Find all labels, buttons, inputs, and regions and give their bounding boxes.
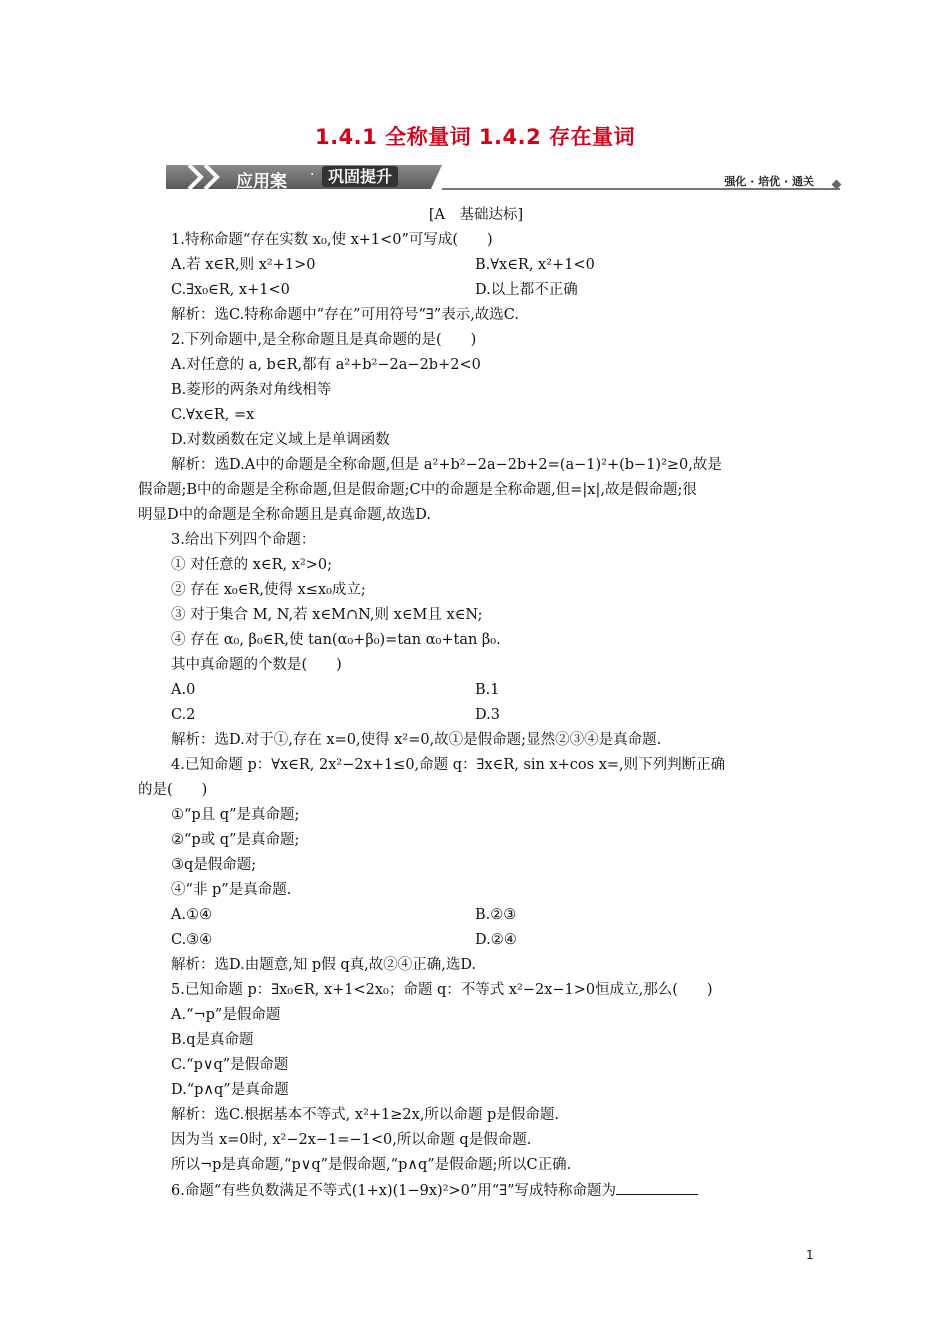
question-1-analysis: 解析：选C.特称命题中“存在”可用符号“∃”表示,故选C.	[171, 307, 519, 323]
option-d: D.对数函数在定义域上是单调函数	[171, 432, 390, 448]
option-b: B.∀x∈R, x²+1<0	[475, 257, 595, 273]
proposition-item: ④“非 p”是真命题.	[171, 882, 292, 898]
question-1-options-row	[138, 278, 814, 303]
question-3-question: 其中真命题的个数是( )	[171, 657, 342, 673]
question-5-analysis: 解析：选C.根据基本不等式, x²+1≥2x,所以命题 p是假命题.	[171, 1107, 559, 1123]
option-a: A.0	[171, 682, 196, 698]
proposition-item: ③q是假命题;	[171, 857, 257, 873]
question-5-analysis: 因为当 x=0时, x²−2x−1=−1<0,所以命题 q是假命题.	[171, 1132, 532, 1148]
question-3-options-row	[138, 703, 814, 728]
question-4-stem-cont: 的是( )	[138, 782, 208, 798]
question-4-stem: 4.已知命题 p：∀x∈R, 2x²−2x+1≤0,命题 q：∃x∈R, sin x+cos x=,则下列判断正确	[171, 757, 726, 773]
proposition-item: ① 对任意的 x∈R, x²>0;	[171, 557, 333, 573]
option-c: C.∀x∈R, =x	[171, 407, 255, 423]
option-c: C.2	[171, 707, 196, 723]
section-header: [A 基础达标]	[428, 207, 524, 223]
proposition-item: ②“p或 q”是真命题;	[171, 832, 300, 848]
option-b: B.q是真命题	[171, 1032, 254, 1048]
question-2-analysis: 解析：选D.A中的命题是全称命题,但是 a²+b²−2a−2b+2=(a−1)²+(b−1)²≥0,故是	[171, 457, 722, 473]
banner-label-highlight: 巩固提升	[322, 166, 398, 187]
chevron-right-icon	[202, 163, 220, 191]
option-c: C.∃x₀∈R, x+1<0	[171, 282, 290, 298]
question-5-analysis: 所以¬p是真命题,“p∨q”是假命题,“p∧q”是假命题;所以C正确.	[171, 1157, 572, 1173]
banner-label-right: 强化 · 培优 · 通关	[724, 175, 814, 188]
option-a: A.①④	[171, 907, 213, 923]
page-number: 1	[806, 1248, 814, 1262]
section-banner	[166, 161, 842, 193]
question-6-text: 6.命题“有些负数满足不等式(1+x)(1−9x)²>0”用“∃”写成特称命题为	[171, 1183, 616, 1199]
option-d: D.以上都不正确	[475, 282, 578, 298]
question-3-options-row	[138, 678, 814, 703]
question-5-stem: 5.已知命题 p：∃x₀∈R, x+1<2x₀；命题 q：不等式 x²−2x−1>0恒成立,那么( )	[171, 982, 713, 998]
question-4-analysis: 解析：选D.由题意,知 p假 q真,故②④正确,选D.	[171, 957, 477, 973]
question-2-stem: 2.下列命题中,是全称命题且是真命题的是( )	[171, 332, 477, 348]
question-6-stem	[138, 1178, 814, 1203]
option-c: C.“p∨q”是假命题	[171, 1057, 289, 1073]
option-a: A.对任意的 a, b∈R,都有 a²+b²−2a−2b+2<0	[171, 357, 481, 373]
option-b: B.菱形的两条对角线相等	[171, 382, 332, 398]
proposition-item: ④ 存在 α₀, β₀∈R,使 tan(α₀+β₀)=tan α₀+tan β₀.	[171, 632, 501, 648]
question-1-stem: 1.特称命题“存在实数 x₀,使 x+1<0”可写成( )	[171, 232, 493, 248]
page-title: 1.4.1 全称量词 1.4.2 存在量词	[314, 125, 635, 149]
question-1-options-row	[138, 253, 814, 278]
option-d: D.②④	[475, 932, 517, 948]
proposition-item: ③ 对于集合 M, N,若 x∈M∩N,则 x∈M且 x∈N;	[171, 607, 483, 623]
question-3-stem: 3.给出下列四个命题：	[171, 532, 316, 548]
question-4-options-row	[138, 903, 814, 928]
banner-separator: ·	[310, 167, 315, 183]
document-body	[138, 203, 814, 1203]
question-3-analysis: 解析：选D.对于①,存在 x=0,使得 x²=0,故①是假命题;显然②③④是真命题.	[171, 732, 662, 748]
question-2-analysis-cont: 明显D中的命题是全称命题且是真命题,故选D.	[138, 507, 431, 523]
banner-label-left: 应用案	[236, 172, 287, 192]
question-2-analysis-cont: 假命题;B中的命题是全称命题,但是假命题;C中的命题是全称命题,但=|x|,故是假命题;很	[138, 482, 697, 498]
option-d: D.“p∧q”是真命题	[171, 1082, 289, 1098]
option-a: A.若 x∈R,则 x²+1>0	[171, 257, 316, 273]
proposition-item: ② 存在 x₀∈R,使得 x≤x₀成立;	[171, 582, 366, 598]
option-c: C.③④	[171, 932, 213, 948]
proposition-item: ①“p且 q”是真命题;	[171, 807, 300, 823]
option-a: A.“¬p”是假命题	[171, 1007, 281, 1023]
option-b: B.1	[475, 682, 500, 698]
question-4-options-row	[138, 928, 814, 953]
option-b: B.②③	[475, 907, 517, 923]
answer-blank	[616, 1178, 698, 1195]
option-d: D.3	[475, 707, 500, 723]
